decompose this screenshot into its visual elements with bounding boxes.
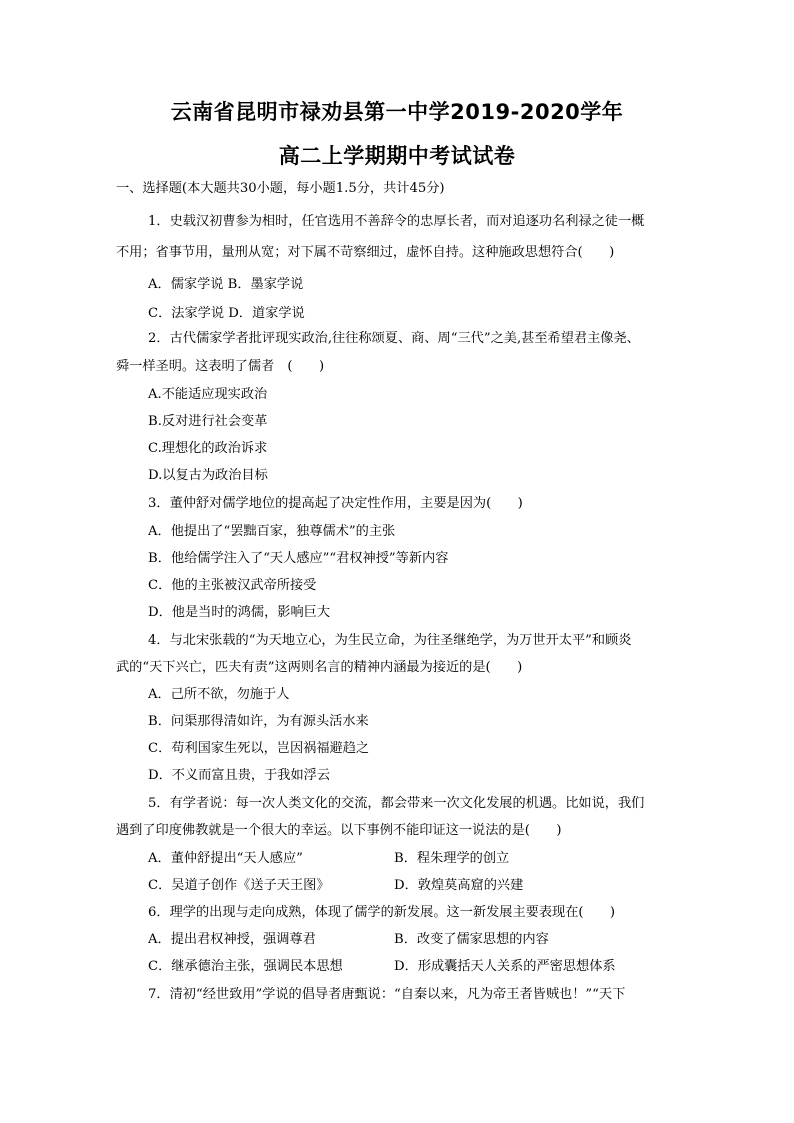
q4-option-c: C．苟利国家生死以，岂因祸福避趋之 (148, 741, 370, 756)
q2-stem-line1: 2．古代儒家学者批评现实政治,往往称颂夏、商、周“三代”之美,甚至希望君主像尧、 (148, 331, 640, 346)
q3-option-a: A．他提出了“罢黜百家，独尊儒术”的主张 (148, 524, 396, 539)
q6-option-d: D．形成囊括天人关系的严密思想体系 (394, 959, 616, 974)
q6-option-a: A．提出君权神授，强调尊君 (148, 932, 316, 947)
q3-option-c: C．他的主张被汉武帝所接受 (148, 578, 317, 593)
q5-stem-line1: 5．有学者说：每一次人类文化的交流，都会带来一次文化发展的机遇。比如说，我们 (148, 796, 645, 811)
q2-option-c: C.理想化的政治诉求 (148, 441, 268, 456)
q1-options-ab: A．儒家学说 B．墨家学说 (148, 277, 304, 292)
q6-option-b: B．改变了儒家思想的内容 (394, 932, 549, 947)
q1-options-cd: C．法家学说 D．道家学说 (148, 306, 305, 321)
q6-stem: 6．理学的出现与走向成熟，体现了儒学的新发展。这一新发展主要表现在( ) (148, 905, 616, 920)
q4-option-d: D．不义而富且贵，于我如浮云 (148, 768, 331, 783)
q1-stem-line2: 不用；省事节用，量刑从宽；对下属不苛察细过，虚怀自持。这种施政思想符合( ) (116, 245, 615, 260)
q3-stem: 3．董仲舒对儒学地位的提高起了决定性作用，主要是因为( ) (148, 496, 523, 511)
q4-stem-line2: 武的“天下兴亡，匹夫有责”这两则名言的精神内涵最为接近的是( ) (116, 660, 523, 675)
q5-option-b: B．程朱理学的创立 (394, 851, 510, 866)
q5-option-d: D．敦煌莫高窟的兴建 (394, 878, 524, 893)
q6-option-c: C．继承德治主张，强调民本思想 (148, 959, 343, 974)
exam-title-line2: 高二上学期期中考试试卷 (278, 144, 516, 168)
exam-title-line1: 云南省昆明市禄劝县第一中学2019-2020学年 (170, 100, 624, 124)
q5-option-a: A．董仲舒提出“天人感应” (148, 851, 303, 866)
section-heading: 一、选择题(本大题共30小题，每小题1.5分，共计45分) (116, 181, 445, 196)
q4-option-b: B．问渠那得清如许，为有源头活水来 (148, 714, 369, 729)
q3-option-b: B．他给儒学注入了“天人感应”“君权神授”等新内容 (148, 551, 449, 566)
q4-option-a: A．己所不欲，勿施于人 (148, 687, 290, 702)
q2-option-b: B.反对进行社会变革 (148, 414, 268, 429)
q2-stem-line2: 舜一样圣明。这表明了儒者 ( ) (116, 359, 325, 374)
q5-option-c: C．吴道子创作《送子天王图》 (148, 878, 330, 893)
q7-stem-line1: 7．清初“经世致用”学说的倡导者唐甄说：“自秦以来，凡为帝王者皆贼也！”“天下 (148, 987, 626, 1002)
q2-option-d: D.以复古为政治目标 (148, 468, 268, 483)
q3-option-d: D．他是当时的鸿儒，影响巨大 (148, 605, 331, 620)
q2-option-a: A.不能适应现实政治 (148, 387, 268, 402)
q1-stem-line1: 1．史载汉初曹参为相时，任官选用不善辞令的忠厚长者，而对追逐功名利禄之徒一概 (148, 214, 645, 229)
q5-stem-line2: 遇到了印度佛教就是一个很大的幸运。以下事例不能印证这一说法的是( ) (116, 823, 562, 838)
q4-stem-line1: 4．与北宋张载的“为天地立心，为生民立命，为往圣继绝学，为万世开太平”和顾炎 (148, 633, 632, 648)
